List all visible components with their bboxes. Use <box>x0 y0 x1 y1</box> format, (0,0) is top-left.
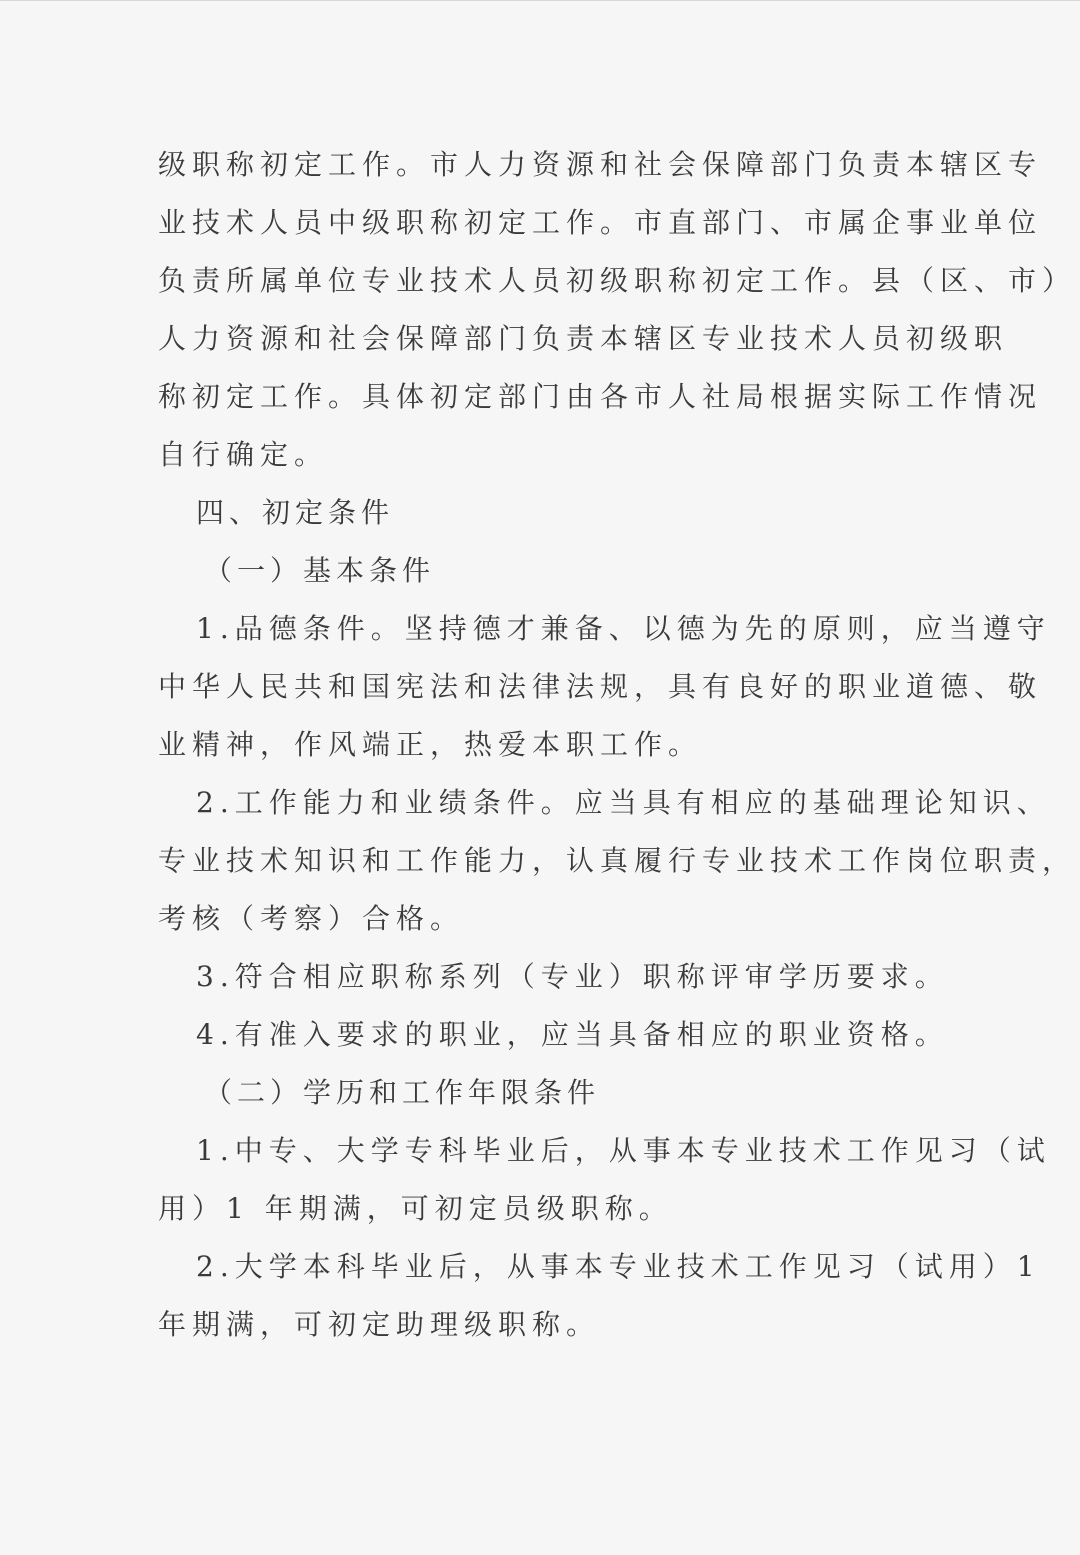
list-item: 2.大学本科毕业后，从事本专业技术工作见习（试用）1 <box>196 1250 1041 1283</box>
subsection-heading: （二）学历和工作年限条件 <box>204 1076 601 1109</box>
body-line: 人力资源和社会保障部门负责本辖区专业技术人员初级职 <box>158 322 1009 355</box>
body-line: 自行确定。 <box>158 438 329 471</box>
document-body <box>158 136 1077 1354</box>
section-heading: 四、初定条件 <box>196 496 395 529</box>
body-line: 负责所属单位专业技术人员初级职称初定工作。县（区、市） <box>158 264 1077 297</box>
list-item: 3.符合相应职称系列（专业）职称评审学历要求。 <box>196 960 949 993</box>
list-item: 1.品德条件。坚持德才兼备、以德为先的原则，应当遵守 <box>196 612 1051 645</box>
subsection-heading: （一）基本条件 <box>204 554 436 587</box>
list-item: 4.有准入要求的职业，应当具备相应的职业资格。 <box>196 1018 949 1051</box>
list-item: 1.中专、大学专科毕业后，从事本专业技术工作见习（试 <box>196 1134 1051 1167</box>
body-line: 称初定工作。具体初定部门由各市人社局根据实际工作情况 <box>158 380 1043 413</box>
body-line: 级职称初定工作。市人力资源和社会保障部门负责本辖区专 <box>158 148 1043 181</box>
body-line: 业精神，作风端正，热爱本职工作。 <box>158 728 703 761</box>
list-item: 2.工作能力和业绩条件。应当具有相应的基础理论知识、 <box>196 786 1051 819</box>
body-line: 中华人民共和国宪法和法律法规，具有良好的职业道德、敬 <box>158 670 1043 703</box>
body-line: 考核（考察）合格。 <box>158 902 465 935</box>
body-line: 年期满，可初定助理级职称。 <box>158 1308 601 1341</box>
body-line: 用）1 年期满，可初定员级职称。 <box>158 1192 673 1225</box>
body-line: 专业技术知识和工作能力，认真履行专业技术工作岗位职责， <box>158 844 1077 877</box>
body-line: 业技术人员中级职称初定工作。市直部门、市属企事业单位 <box>158 206 1043 239</box>
